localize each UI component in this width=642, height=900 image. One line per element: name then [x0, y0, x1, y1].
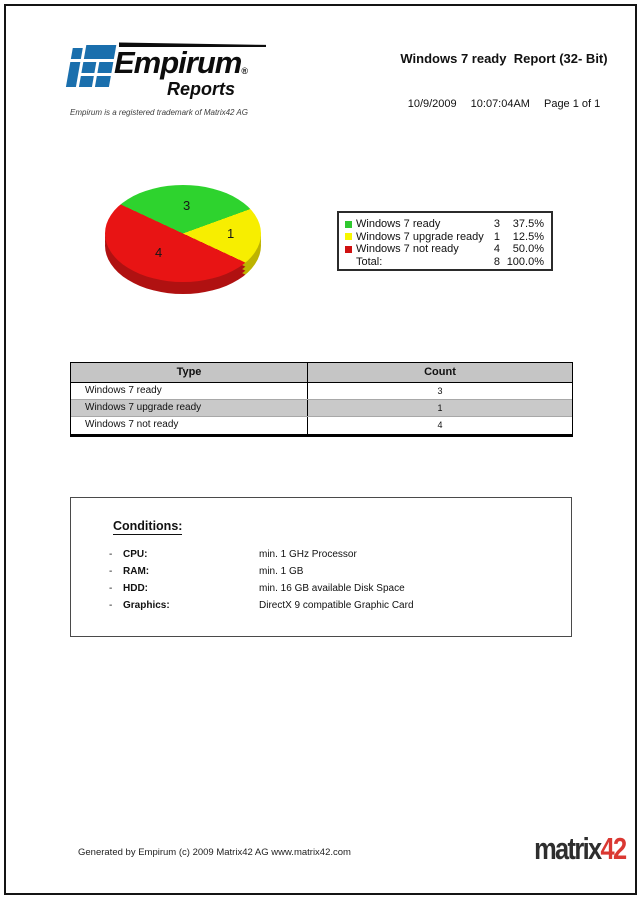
page-indicator: Page 1 of 1	[543, 98, 601, 110]
registered-mark: ®	[241, 66, 248, 76]
pie-slice-label-ready: 3	[183, 198, 191, 213]
brand-text	[114, 45, 248, 81]
cell-type: Windows 7 upgrade ready	[71, 400, 308, 416]
legend-item	[345, 231, 544, 244]
condition-label: HDD:	[123, 583, 148, 594]
conditions-box	[70, 497, 572, 637]
condition-label: RAM:	[123, 566, 150, 577]
report-date: 10/9/2009	[407, 98, 457, 110]
condition-item	[71, 580, 571, 597]
legend-item	[345, 243, 544, 256]
logo-grid-cell	[71, 48, 83, 59]
logo-grid-cell	[81, 62, 96, 73]
table-row	[71, 383, 572, 400]
condition-dash: -	[109, 583, 113, 594]
table-header-row	[71, 363, 572, 383]
report-title: Windows 7 ready Report (32- Bit)	[400, 51, 608, 66]
pie-slice-label-not-ready: 4	[155, 245, 163, 260]
logo-grid-cell	[97, 62, 113, 73]
legend-percent: 50.0%	[512, 243, 544, 256]
legend-count: 4	[493, 243, 500, 256]
brand-name: Empirum	[114, 45, 242, 80]
matrix42-text-red: 42	[601, 831, 626, 866]
legend-label: Windows 7 not ready	[356, 243, 459, 256]
condition-value: min. 1 GB	[259, 566, 304, 577]
report-meta-line	[385, 98, 623, 110]
logo-subtitle: Reports	[167, 79, 236, 99]
condition-value: min. 1 GHz Processor	[259, 549, 357, 560]
conditions-list	[71, 546, 571, 614]
legend-percent: 37.5%	[512, 218, 544, 231]
legend-swatch-yellow	[345, 233, 352, 240]
trademark-note: Empirum is a registered trademark of Matrix42 AG	[70, 108, 248, 117]
condition-item	[71, 563, 571, 580]
legend-total-count: 8	[493, 255, 500, 268]
legend-total-label: Total:	[356, 255, 383, 268]
matrix42-text-black: matrix	[534, 831, 602, 866]
table-header-type: Type	[71, 363, 308, 382]
table-row	[71, 417, 572, 434]
matrix42-logo	[535, 831, 626, 867]
table-header-count: Count	[424, 366, 456, 378]
chart-legend	[337, 211, 553, 271]
page-border	[4, 4, 637, 895]
report-time: 10:07:04AM	[470, 98, 530, 110]
legend-swatch-red	[345, 246, 352, 253]
empirum-logo-grid-icon	[65, 45, 118, 94]
conditions-title: Conditions:	[113, 519, 183, 533]
condition-dash: -	[109, 600, 113, 611]
condition-value: min. 16 GB available Disk Space	[259, 583, 405, 594]
legend-percent: 12.5%	[512, 230, 544, 243]
legend-label: Windows 7 ready	[356, 218, 441, 231]
cell-count: 1	[437, 403, 443, 413]
legend-total-percent: 100.0%	[506, 255, 544, 268]
legend-label: Windows 7 upgrade ready	[356, 230, 484, 243]
legend-item	[345, 218, 544, 231]
footer-generated-note: Generated by Empirum (c) 2009 Matrix42 AG www.matrix42.com	[78, 847, 351, 858]
logo-grid-cell	[95, 76, 111, 87]
cell-count: 3	[437, 386, 443, 396]
summary-table	[70, 362, 573, 437]
condition-dash: -	[109, 566, 113, 577]
condition-item	[71, 546, 571, 563]
condition-value: DirectX 9 compatible Graphic Card	[259, 600, 414, 611]
cell-type: Windows 7 not ready	[71, 417, 308, 434]
pie-chart	[105, 185, 261, 305]
cell-count: 4	[437, 420, 443, 430]
logo-grid-cell	[84, 45, 116, 59]
legend-count: 1	[493, 230, 500, 243]
legend-total-row	[345, 256, 544, 269]
table-row	[71, 400, 572, 417]
pie-slice-label-upgrade-ready: 1	[227, 226, 235, 241]
legend-swatch-green	[345, 221, 352, 228]
cell-type: Windows 7 ready	[71, 383, 308, 399]
condition-label: Graphics:	[123, 600, 170, 611]
legend-count: 3	[493, 218, 500, 231]
condition-dash: -	[109, 549, 113, 560]
logo-grid-cell	[79, 76, 94, 87]
condition-label: CPU:	[123, 549, 148, 560]
condition-item	[71, 597, 571, 614]
